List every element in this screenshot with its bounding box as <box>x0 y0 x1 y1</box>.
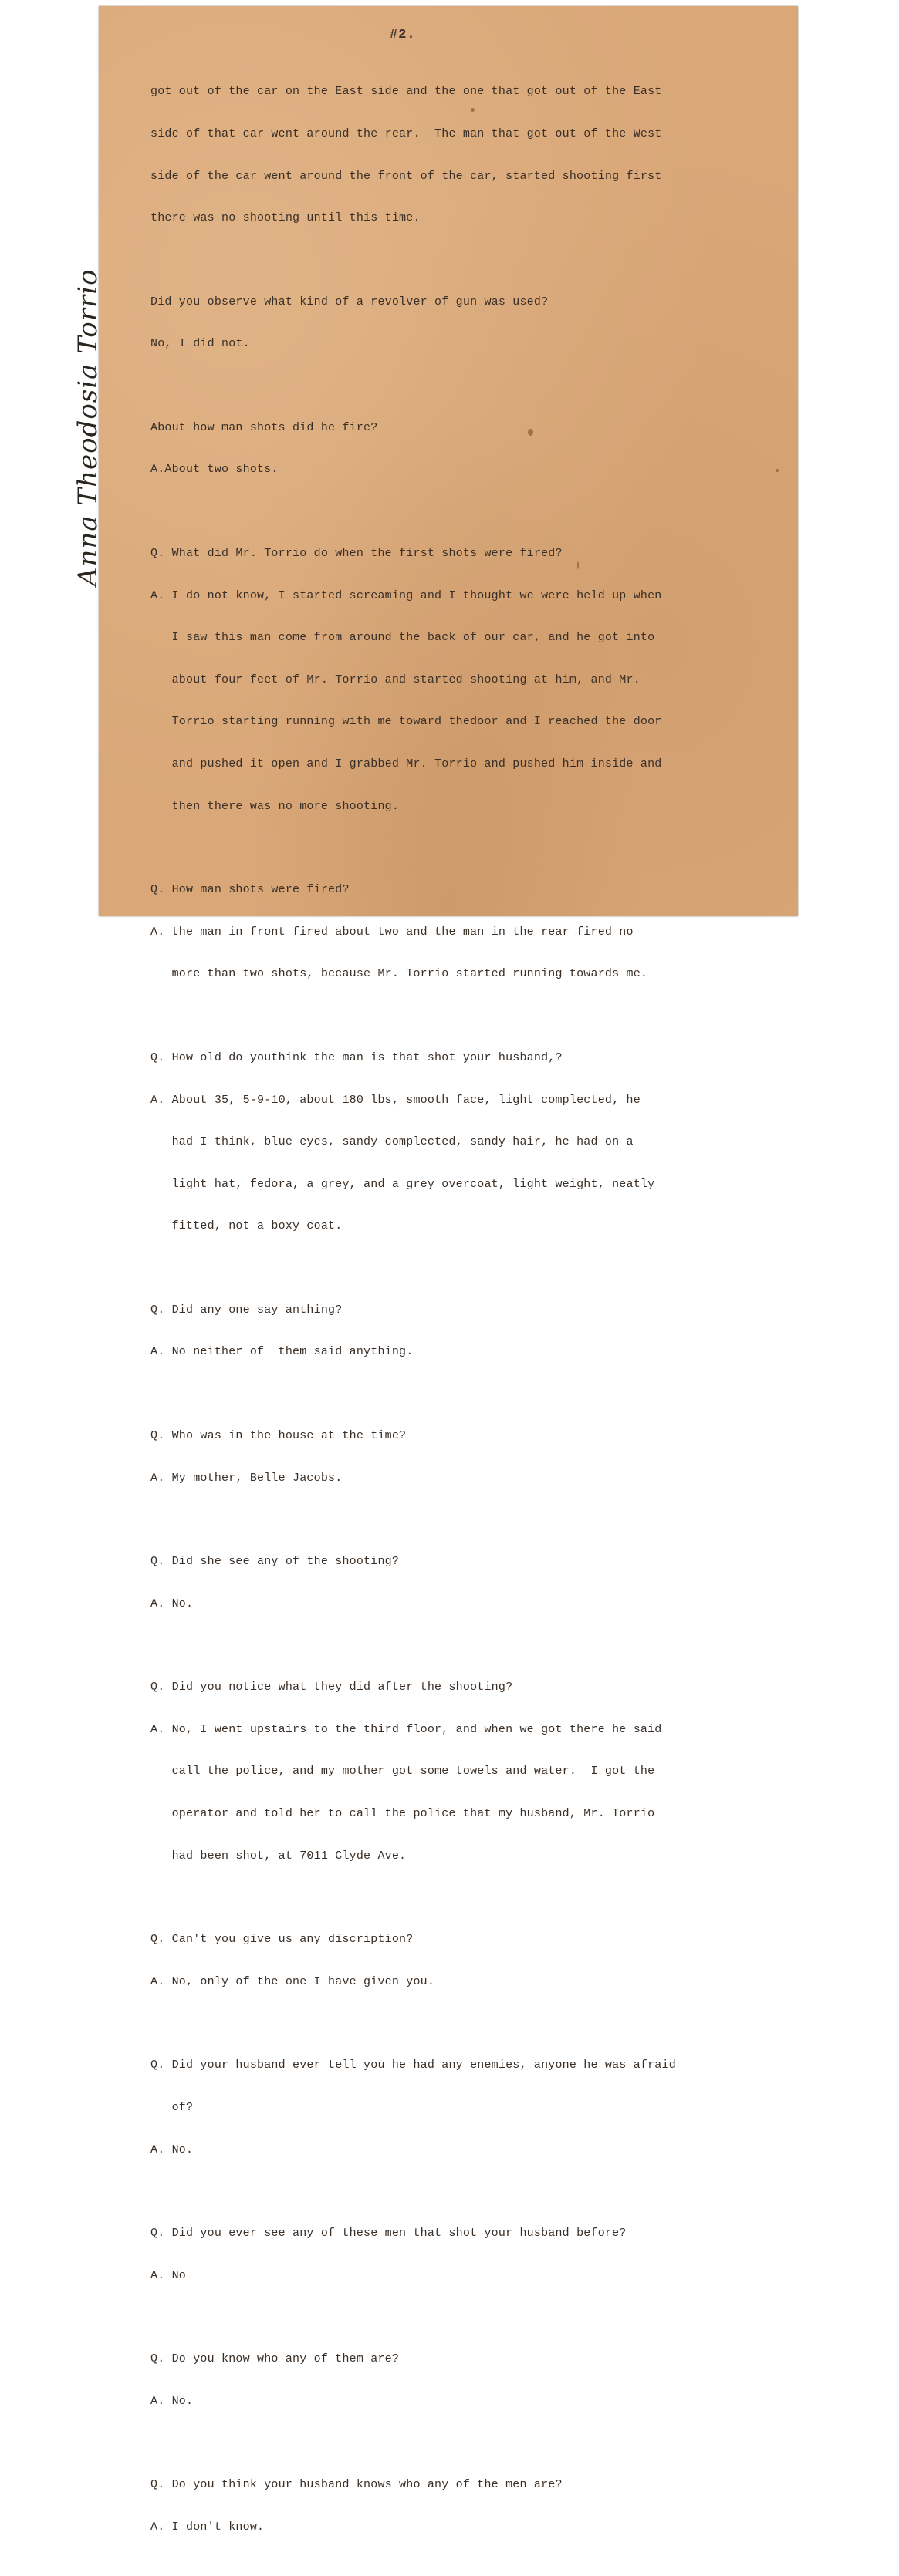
question-line: Q. Did you ever see any of these men that shot your husband before? <box>150 2227 627 2241</box>
answer-line: then there was no more shooting. <box>150 799 400 813</box>
answer-line: had I think, blue eyes, sandy complected, sandy hair, he had on a <box>150 1135 634 1149</box>
paragraph <box>150 2031 783 2185</box>
answer-line: A. About 35, 5-9-10, about 180 lbs, smooth face, light complected, he <box>150 1093 640 1107</box>
ink-speck <box>776 469 779 472</box>
question-line: About how man shots did he fire? <box>150 420 378 434</box>
question-line: Q. Did your husband ever tell you he had any enemies, anyone he was afraid <box>150 2058 676 2072</box>
question-line: Did you observe what kind of a revolver of gun was used? <box>150 295 549 309</box>
text-line: side of that car went around the rear. The man that got out of the West <box>150 127 662 141</box>
question-line: Q. Can't you give us any discription? <box>150 1933 414 1947</box>
question-line: Q. Do you think your husband knows who any of the men are? <box>150 2478 563 2492</box>
answer-line: A. My mother, Belle Jacobs. <box>150 1471 343 1485</box>
paragraph <box>150 1023 783 1262</box>
text-line: there was no shooting until this time. <box>150 211 421 225</box>
paragraph <box>150 855 783 1010</box>
page-number: #2. <box>390 28 416 42</box>
question-line: Q. How man shots were fired? <box>150 883 350 897</box>
answer-line: A. No. <box>150 2394 194 2408</box>
handwritten-signature: Anna Theodosia Torrio <box>73 268 103 586</box>
paragraph <box>150 519 783 842</box>
paragraph <box>150 57 783 254</box>
answer-line: A. No. <box>150 2143 194 2156</box>
paragraph <box>150 1527 783 1640</box>
paragraph <box>150 1653 783 1891</box>
answer-line: I saw this man come from around the back of our car, and he got into <box>150 631 655 645</box>
answer-line: about four feet of Mr. Torrio and started shooting at him, and Mr. <box>150 673 640 686</box>
paragraph <box>150 393 783 505</box>
question-line: Q. Do you know who any of them are? <box>150 2352 400 2366</box>
text-line: side of the car went around the front of the car, started shooting first <box>150 169 662 183</box>
ink-speck <box>471 108 475 112</box>
question-line: Q. Did you notice what they did after the shooting? <box>150 1681 513 1694</box>
answer-line: A. I don't know. <box>150 2520 265 2534</box>
answer-line: A. the man in front fired about two and the man in the rear fired no <box>150 925 634 939</box>
answer-line: call the police, and my mother got some towels and water. I got the <box>150 1765 655 1779</box>
answer-line: and pushed it open and I grabbed Mr. Torrio and pushed him inside and <box>150 757 662 771</box>
question-line: Q. Did any one say anthing? <box>150 1303 343 1317</box>
ink-speck <box>577 561 579 569</box>
question-line: Q. How old do youthink the man is that shot your husband,? <box>150 1050 563 1064</box>
answer-line: A. No. <box>150 1597 194 1610</box>
question-line: Q. Did she see any of the shooting? <box>150 1555 400 1569</box>
answer-line: A. No <box>150 2268 187 2282</box>
paragraph <box>150 1905 783 2018</box>
answer-line: had been shot, at 7011 Clyde Ave. <box>150 1849 407 1863</box>
answer-line: A. I do not know, I started screaming and I thought we were held up when <box>150 588 662 602</box>
paragraph <box>150 267 783 379</box>
paragraph <box>150 2325 783 2437</box>
answer-line: A. No neither of them said anything. <box>150 1345 414 1359</box>
paragraph <box>150 1275 783 1387</box>
answer-line: more than two shots, because Mr. Torrio started running towards me. <box>150 967 648 981</box>
paragraph <box>150 2450 783 2563</box>
answer-line: Torrio starting running with me toward thedoor and I reached the door <box>150 715 662 729</box>
answer-line: fitted, not a boxy coat. <box>150 1219 343 1233</box>
transcript-body <box>150 57 783 2576</box>
answer-line: No, I did not. <box>150 337 250 351</box>
paragraph <box>150 2199 783 2311</box>
answer-line: A. No, only of the one I have given you. <box>150 1974 435 1988</box>
question-line: of? <box>150 2100 194 2114</box>
question-line: Q. What did Mr. Torrio do when the first shots were fired? <box>150 547 563 560</box>
paragraph <box>150 1401 783 1514</box>
question-line: Q. Who was in the house at the time? <box>150 1428 407 1442</box>
answer-line: A.About two shots. <box>150 463 279 477</box>
ink-speck <box>528 429 533 436</box>
text-line: got out of the car on the East side and the one that got out of the East <box>150 85 662 99</box>
answer-line: light hat, fedora, a grey, and a grey overcoat, light weight, neatly <box>150 1177 655 1191</box>
answer-line: A. No, I went upstairs to the third floor, and when we got there he said <box>150 1722 662 1736</box>
answer-line: operator and told her to call the police that my husband, Mr. Torrio <box>150 1807 655 1821</box>
